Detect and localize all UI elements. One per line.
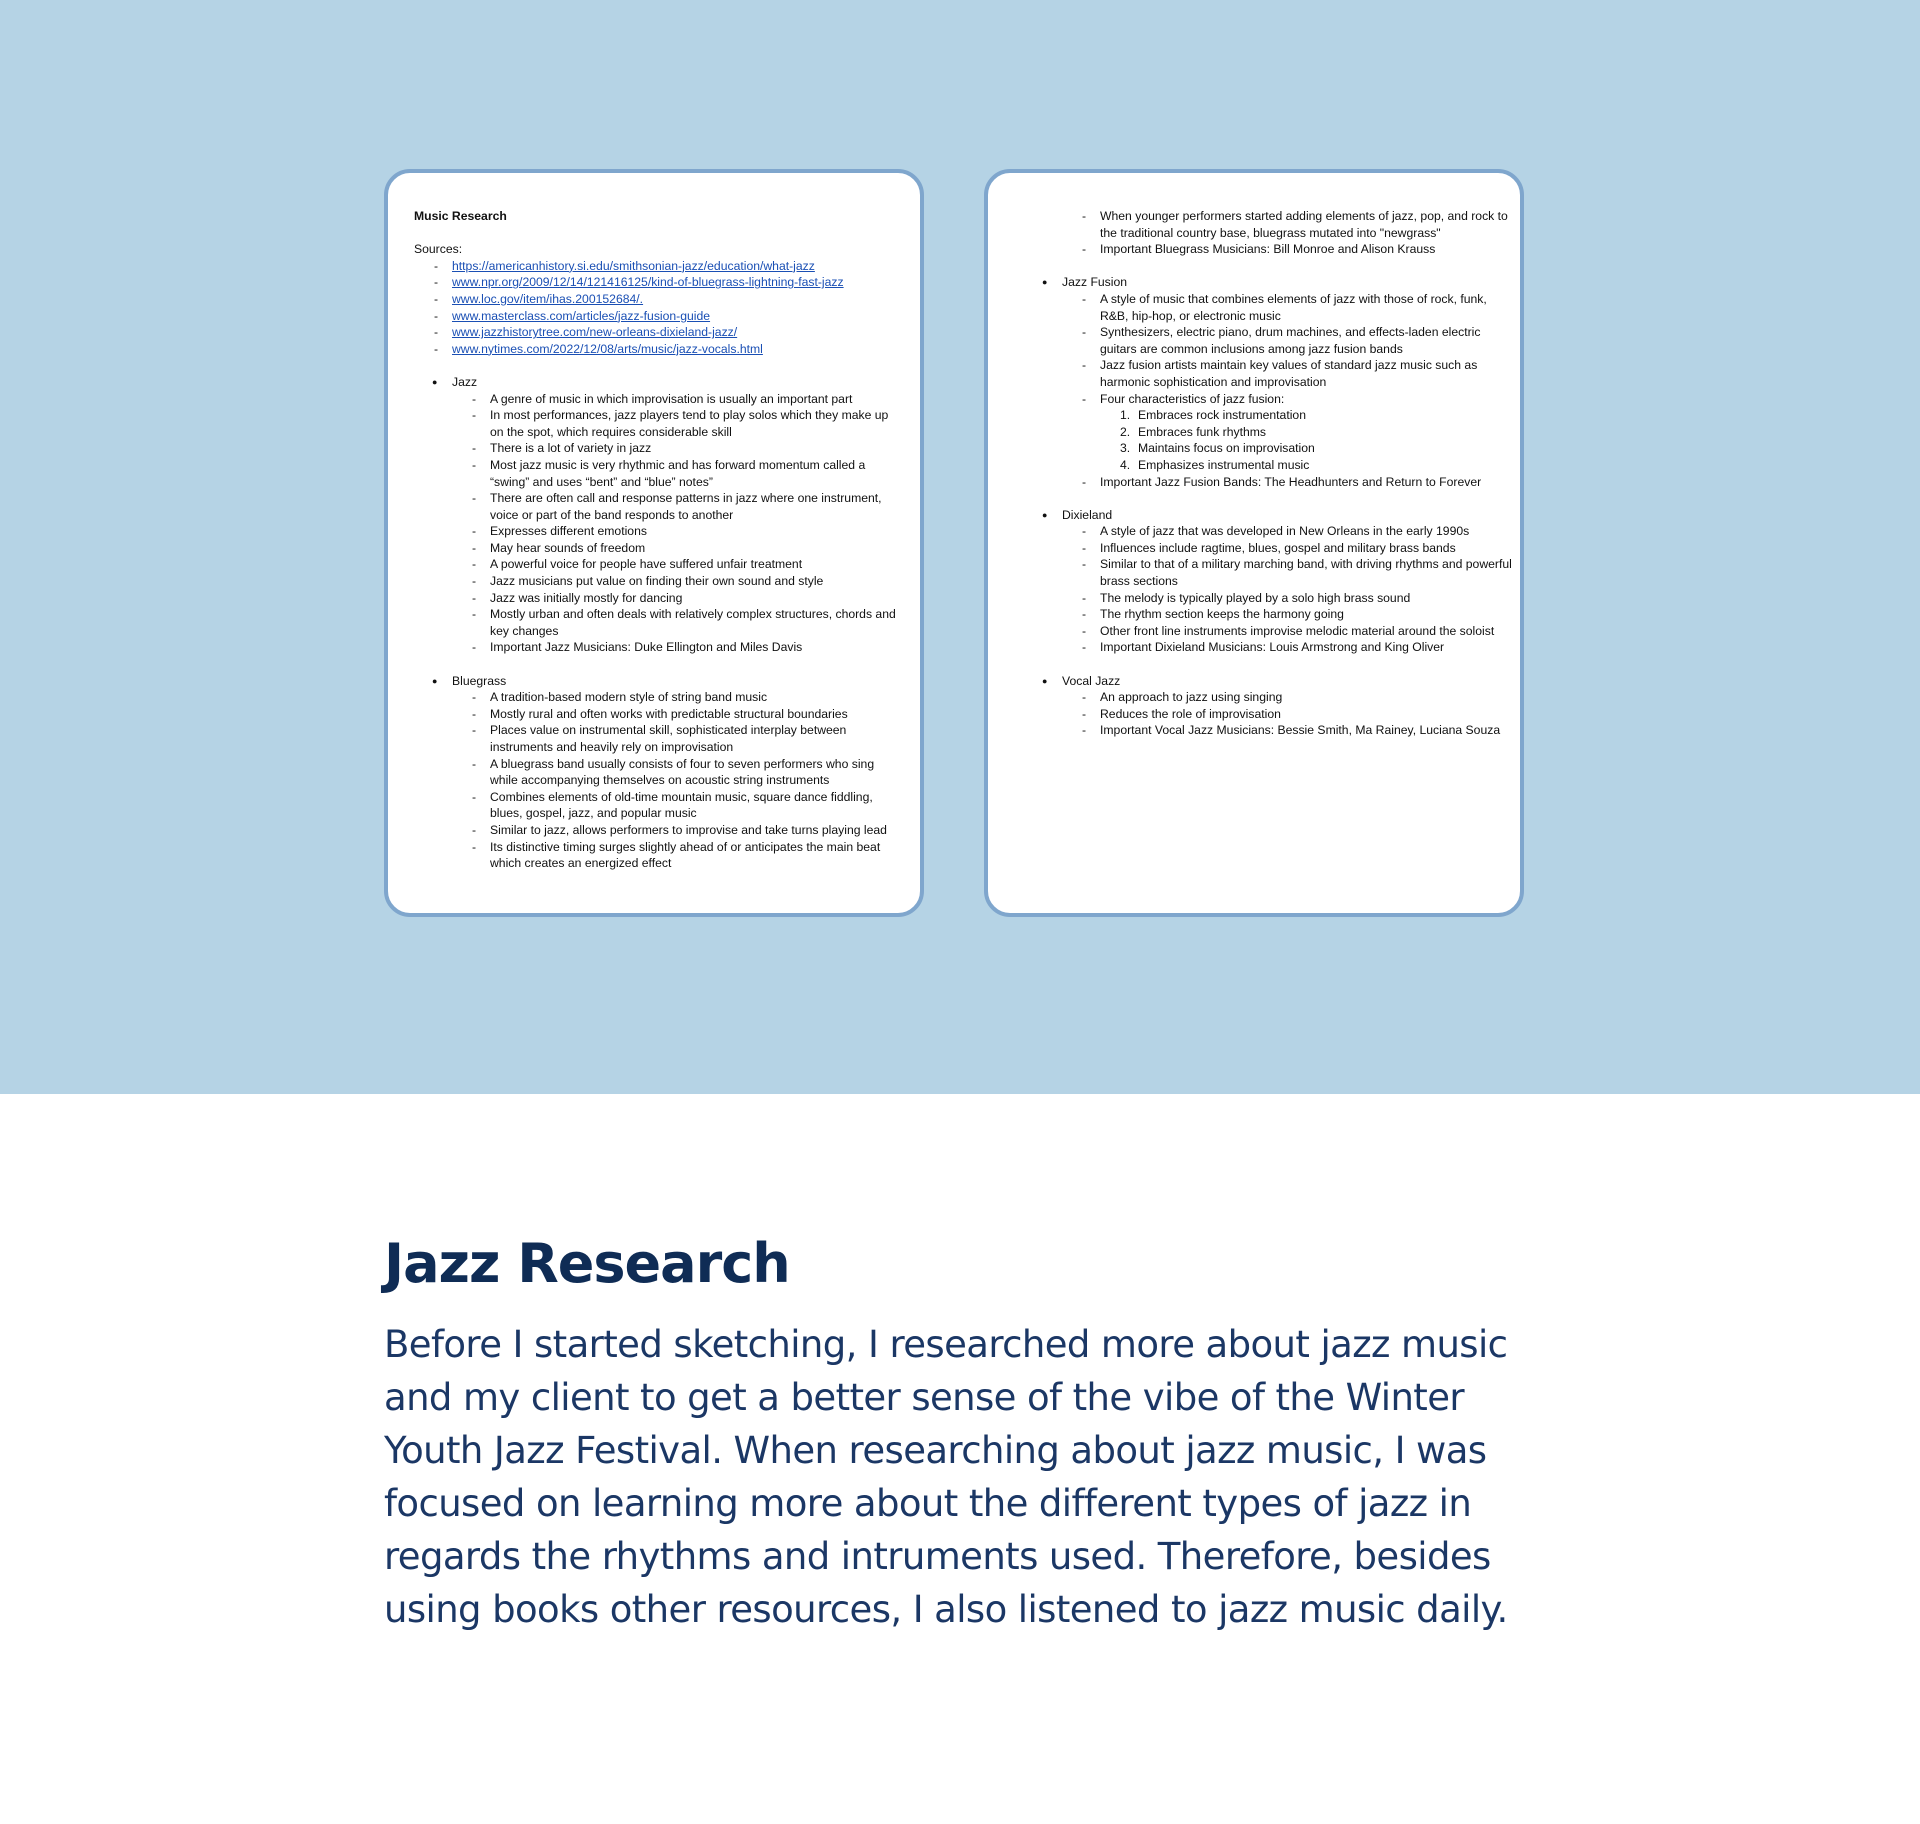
item-text: Embraces rock instrumentation	[1138, 408, 1306, 423]
topic-list	[1024, 208, 1514, 739]
note-item: - Similar to jazz, allows performers to improvise and take turns playing lead	[452, 822, 904, 839]
item-number: 4.	[1120, 457, 1131, 472]
source-link[interactable]: www.masterclass.com/articles/jazz-fusion-guide	[452, 308, 711, 323]
research-doc-page-1	[384, 169, 924, 917]
topic-label: ● Jazz	[452, 374, 904, 391]
note-item: - Important Jazz Musicians: Duke Ellington and Miles Davis	[452, 639, 904, 656]
topic-label: ● Bluegrass	[452, 673, 904, 690]
sources-label: Sources:	[414, 242, 463, 257]
item-number: 1.	[1120, 408, 1131, 423]
sources-list	[414, 258, 904, 358]
note-item: - In most performances, jazz players tend to play solos which they make up on the spot, which requires considerable skill	[452, 407, 904, 440]
fusion-characteristics	[1100, 407, 1514, 473]
topic-dixieland	[1024, 507, 1514, 673]
note-item: - There are often call and response patterns in jazz where one instrument, voice or part of the band responds to another	[452, 490, 904, 523]
source-link[interactable]: www.loc.gov/item/ihas.200152684/.	[452, 291, 644, 306]
vocal-notes	[1062, 689, 1514, 739]
note-item: - May hear sounds of freedom	[452, 540, 904, 557]
item-text: Emphasizes instrumental music	[1138, 457, 1310, 472]
note-item: - Reduces the role of improvisation	[1062, 706, 1514, 723]
note-text: Four characteristics of jazz fusion:	[1100, 391, 1285, 406]
note-item: - Influences include ragtime, blues, gospel and military brass bands	[1062, 540, 1514, 557]
dixieland-notes	[1062, 523, 1514, 656]
source-link[interactable]: www.npr.org/2009/12/14/121416125/kind-of-bluegrass-lightning-fast-jazz	[452, 275, 844, 290]
note-item: - Most jazz music is very rhythmic and has forward momentum called a “swing” and uses “bent” and “blue” notes”	[452, 457, 904, 490]
item-number: 2.	[1120, 424, 1131, 439]
note-item: - A style of jazz that was developed in New Orleans in the early 1990s	[1062, 523, 1514, 540]
topic-jazz-fusion	[1024, 274, 1514, 506]
numbered-item	[1100, 424, 1514, 441]
note-item: - Important Jazz Fusion Bands: The Headhunters and Return to Forever	[1062, 474, 1514, 491]
note-item: - Places value on instrumental skill, sophisticated interplay between instruments and heavily rely on improvisation	[452, 722, 904, 755]
jazz-notes	[452, 391, 904, 657]
source-item	[414, 341, 904, 358]
numbered-item	[1100, 407, 1514, 424]
note-item: - Jazz fusion artists maintain key values of standard jazz music such as harmonic sophistication and improvisation	[1062, 357, 1514, 390]
doc-title: Music Research	[414, 209, 507, 223]
item-number: 3.	[1120, 441, 1131, 456]
note-item: - A bluegrass band usually consists of four to seven performers who sing while accompanying themselves on acoustic string instruments	[452, 756, 904, 789]
topic-bluegrass-continued	[1024, 208, 1514, 274]
note-item: - A style of music that combines elements of jazz with those of rock, funk, R&B, hip-hop, or electronic music	[1062, 291, 1514, 324]
research-doc-page-2	[984, 169, 1524, 917]
note-item	[1062, 391, 1514, 474]
section-heading: Jazz Research	[384, 1232, 790, 1295]
note-item: - Important Bluegrass Musicians: Bill Monroe and Alison Krauss	[1062, 241, 1514, 258]
source-link[interactable]: https://americanhistory.si.edu/smithsonian-jazz/education/what-jazz	[452, 258, 815, 273]
bluegrass-notes-continued	[1062, 208, 1514, 258]
bluegrass-notes	[452, 689, 904, 872]
source-item	[414, 291, 904, 308]
topic-label: ● Vocal Jazz	[1062, 673, 1514, 690]
note-item: - Its distinctive timing surges slightly ahead of or anticipates the main beat which creates an energized effect	[452, 839, 904, 872]
topic-label: ● Dixieland	[1062, 507, 1514, 524]
note-item: - When younger performers started adding elements of jazz, pop, and rock to the traditional country base, bluegrass mutated into "newgrass"	[1062, 208, 1514, 241]
section-body: Before I started sketching, I researched more about jazz music and my client to get a better sense of the vibe of the Winter Youth Jazz Festival. When researching about jazz music, I was focused on learning more about the different types of jazz in regards the rhythms and intruments used. Therefore, besides using books other resources, I also listened to jazz music daily.	[384, 1323, 1508, 1631]
note-item: - Jazz was initially mostly for dancing	[452, 590, 904, 607]
source-item	[414, 258, 904, 275]
note-item: - There is a lot of variety in jazz	[452, 440, 904, 457]
source-item	[414, 274, 904, 291]
topic-bluegrass	[414, 673, 904, 872]
note-item: - Similar to that of a military marching band, with driving rhythms and powerful brass sections	[1062, 556, 1514, 589]
fusion-notes	[1062, 291, 1514, 490]
note-item: - The rhythm section keeps the harmony going	[1062, 606, 1514, 623]
topic-list	[414, 374, 904, 872]
note-item: - Combines elements of old-time mountain music, square dance fiddling, blues, gospel, jazz, and popular music	[452, 789, 904, 822]
numbered-item	[1100, 457, 1514, 474]
source-link[interactable]: www.jazzhistorytree.com/new-orleans-dixieland-jazz/	[452, 325, 738, 340]
note-item: - Mostly rural and often works with predictable structural boundaries	[452, 706, 904, 723]
note-item: - Important Dixieland Musicians: Louis Armstrong and King Oliver	[1062, 639, 1514, 656]
doc-page-1-content	[414, 208, 904, 872]
note-item: - Important Vocal Jazz Musicians: Bessie Smith, Ma Rainey, Luciana Souza	[1062, 722, 1514, 739]
note-item: - Synthesizers, electric piano, drum machines, and effects-laden electric guitars are common inclusions among jazz fusion bands	[1062, 324, 1514, 357]
note-item: - Jazz musicians put value on finding their own sound and style	[452, 573, 904, 590]
note-item: - An approach to jazz using singing	[1062, 689, 1514, 706]
note-item: - Other front line instruments improvise melodic material around the soloist	[1062, 623, 1514, 640]
topic-label: ● Jazz Fusion	[1062, 274, 1514, 291]
topic-jazz	[414, 374, 904, 673]
source-item	[414, 308, 904, 325]
item-text: Embraces funk rhythms	[1138, 424, 1267, 439]
source-item	[414, 324, 904, 341]
note-item: - The melody is typically played by a solo high brass sound	[1062, 590, 1514, 607]
item-text: Maintains focus on improvisation	[1138, 441, 1315, 456]
doc-page-2-content	[1024, 208, 1514, 739]
note-item: - Mostly urban and often deals with relatively complex structures, chords and key changes	[452, 606, 904, 639]
source-link[interactable]: www.nytimes.com/2022/12/08/arts/music/jazz-vocals.html	[452, 341, 763, 356]
numbered-item	[1100, 440, 1514, 457]
note-item: - Expresses different emotions	[452, 523, 904, 540]
note-item: - A tradition-based modern style of string band music	[452, 689, 904, 706]
topic-vocal-jazz	[1024, 673, 1514, 739]
note-item: - A genre of music in which improvisation is usually an important part	[452, 391, 904, 408]
note-item: - A powerful voice for people have suffered unfair treatment	[452, 556, 904, 573]
